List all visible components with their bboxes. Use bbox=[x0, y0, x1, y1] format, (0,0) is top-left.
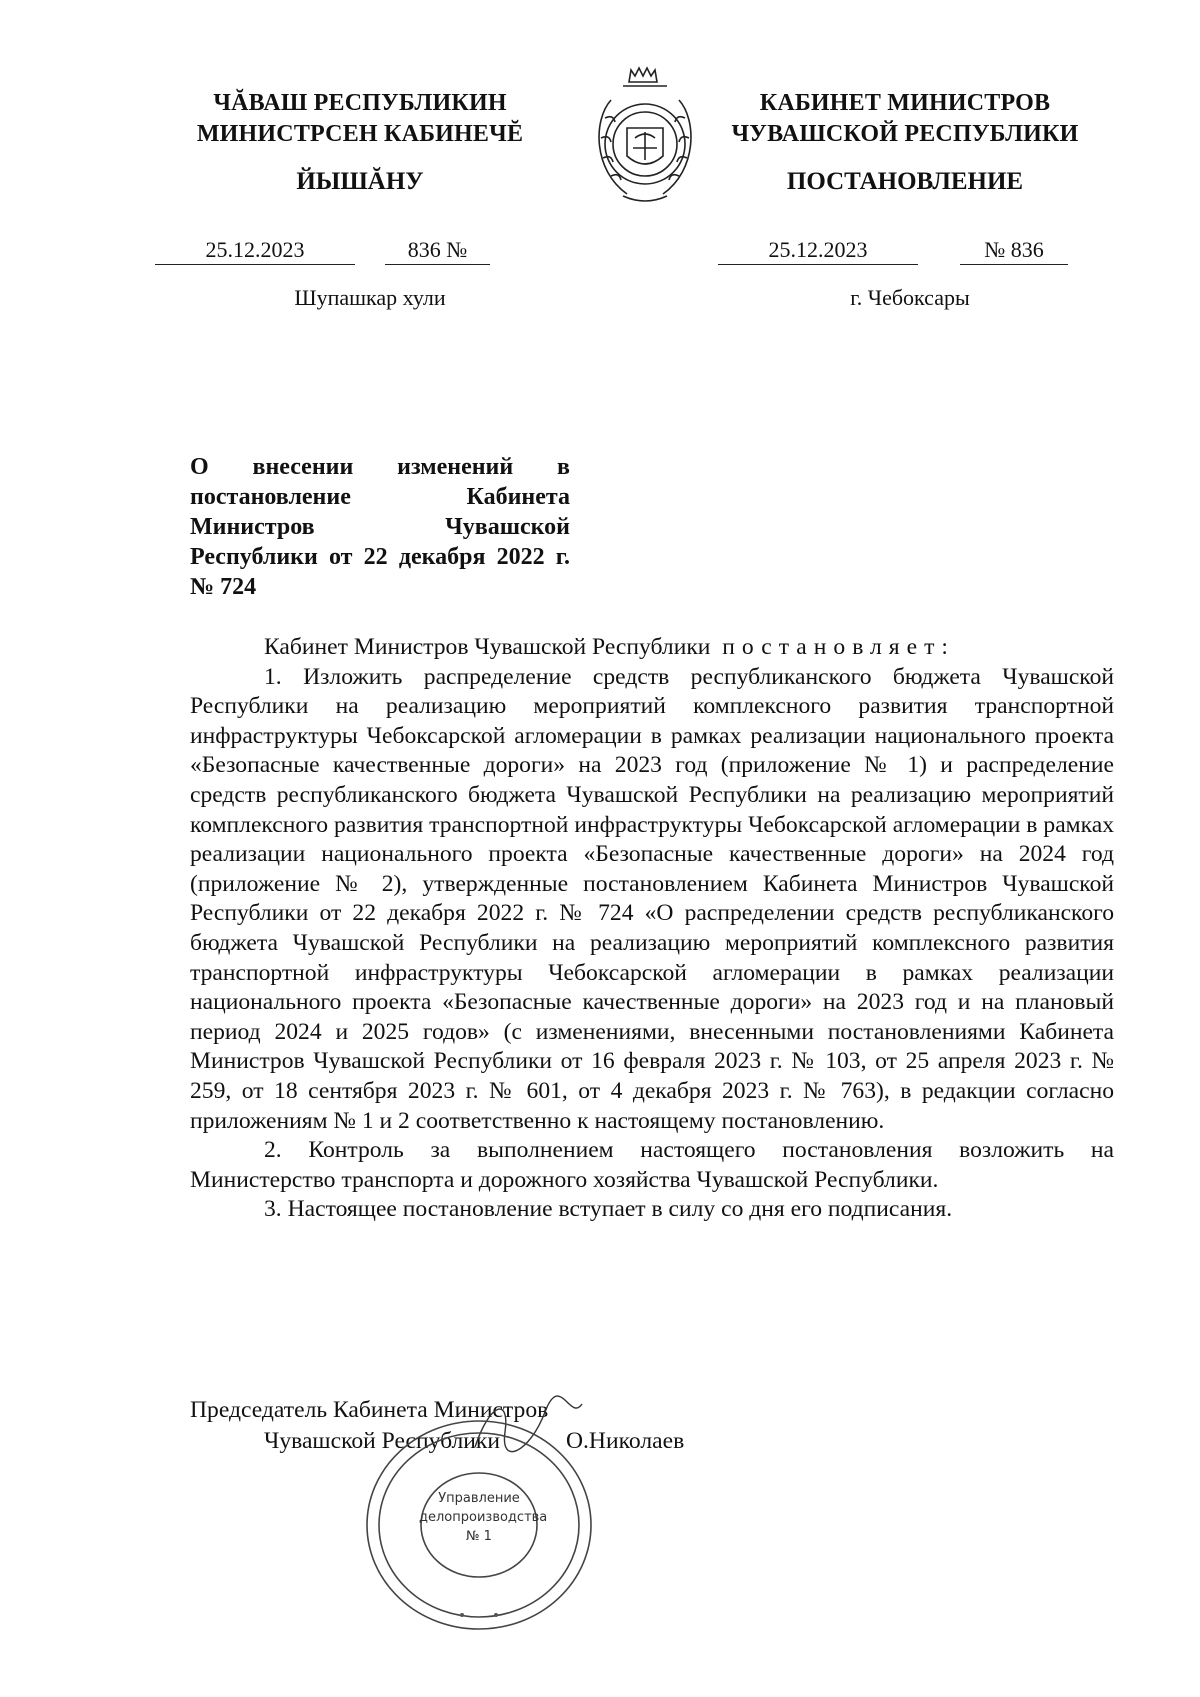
body-paragraph-1: 1. Изложить распределение средств республиканского бюджета Чувашской Республики на реализацию мероприятий комплексного развития транспортной инфраструктуры Чебоксарской агломерации в рамках реализации национального проекта «Безопасные качественные дороги» на 2023 год (приложение № 1) и распределение средств республиканского бюджета Чувашской Республики на реализацию мероприятий комплексного развития транспортной инфраструктуры Чебоксарской агломерации в рамках реализации национального проекта «Безопасные качественные дороги» на 2024 год (приложение № 2), утвержденные постановлением Кабинета Министров Чувашской Республики от 22 декабря 2022 г. № 724 «О распределении средств республиканского бюджета Чувашской Республики на реализацию мероприятий комплексного развития транспортной инфраструктуры Чебоксарской агломерации в рамках реализации национального проекта «Безопасные качественные дороги» на 2023 год и на плановый период 2024 и 2025 годов» (с изменениями, внесенными постановлениями Кабинета Министров Чувашской Республики от 16 февраля 2023 г. № 103, от 25 апреля 2023 г. № 259, от 18 сентября 2023 г. № 601, от 4 декабря 2023 г. № 763), в редакции согласно приложениям № 1 и 2 соответственно к настоящему постановлению. bbox=[190, 663, 1114, 1134]
body-intro bbox=[190, 633, 1114, 663]
header-left-place: Шупашкар хули bbox=[294, 285, 446, 310]
document-subject: О внесении изменений в постановление Кабинета Министров Чувашской Республики от 22 декабря 2022 г. № 724 bbox=[190, 454, 570, 600]
signature-name: О.Николаев bbox=[566, 1428, 685, 1454]
header-left-line2: МИНИСТРСЕН КАБИНЕЧĔ bbox=[196, 121, 524, 147]
body-paragraph-2: 2. Контроль за выполнением настоящего постановления возложить на Министерство транспорта и дорожного хозяйства Чувашской Республики. bbox=[190, 1137, 1114, 1193]
body-intro-text: Кабинет Министров Чувашской Республики bbox=[264, 634, 711, 660]
official-stamp bbox=[362, 1415, 597, 1635]
header-left-title bbox=[150, 88, 570, 150]
document-body bbox=[190, 633, 1114, 1225]
header-left-doc-type: ЙЫШĂНУ bbox=[296, 168, 424, 195]
stamp-inner-text bbox=[419, 1489, 548, 1546]
chuvash-coat-of-arms-icon bbox=[583, 60, 707, 212]
header-right-date: 25.12.2023 bbox=[718, 236, 918, 265]
signature-position-line1: Председатель Кабинета Министров bbox=[190, 1397, 549, 1423]
header-left-line1: ЧĂВАШ РЕСПУБЛИКИН bbox=[213, 90, 507, 116]
stamp-line3: № 1 bbox=[466, 1529, 492, 1544]
header-right-line1: КАБИНЕТ МИНИСТРОВ bbox=[759, 90, 1051, 116]
signature-position-line2: Чувашской Республики bbox=[264, 1428, 501, 1454]
header-right-title bbox=[700, 88, 1110, 150]
stamp-line1: Управление bbox=[438, 1491, 520, 1506]
body-intro-verb: постановляет: bbox=[722, 634, 955, 660]
header-left-number: 836 № bbox=[385, 236, 490, 265]
stamp-line2: делопроизводства bbox=[419, 1510, 548, 1525]
header-right-number: № 836 bbox=[960, 236, 1068, 265]
header-right-doc-type: ПОСТАНОВЛЕНИЕ bbox=[786, 168, 1024, 195]
body-paragraph-3: 3. Настоящее постановление вступает в силу со дня его подписания. bbox=[264, 1196, 953, 1223]
header-left-date: 25.12.2023 bbox=[155, 236, 355, 265]
header-right-line2: ЧУВАШСКОЙ РЕСПУБЛИКИ bbox=[731, 121, 1079, 147]
header-right-place: г. Чебоксары bbox=[850, 285, 970, 310]
